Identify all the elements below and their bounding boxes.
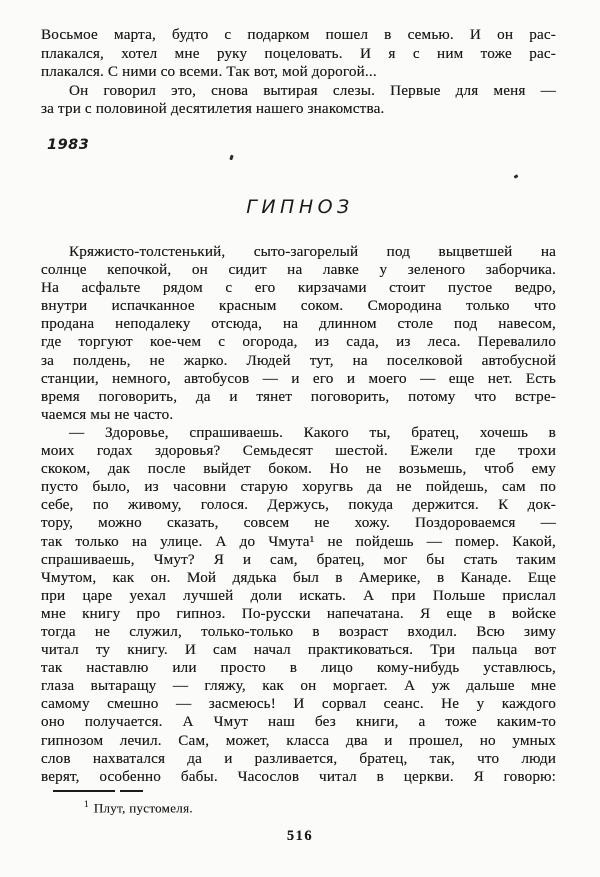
text-line: где торгуют кое-чем с огорода, из сада, из леса. Перевалило — [41, 333, 556, 351]
text-line: тору, можно сказать, совсем не хожу. Поздороваемся — — [41, 514, 556, 532]
text-line: спрашиваешь, Чмут? Я и сам, братец, мог бы стать таким — [41, 550, 556, 568]
footnote-divider — [53, 790, 143, 792]
text-line: На асфальте рядом с его кирзачами стоит пустое ведро, — [41, 279, 556, 297]
text-line: гипнозом лечил. Сам, может, класса два и прошел, но умных — [41, 731, 556, 749]
text-line: плакался. С ними со всеми. Так вот, мой дорогой... — [41, 63, 377, 80]
text-line: — Здоровье, спрашиваешь. Какого ты, братец, хочешь в — [69, 423, 556, 441]
text-line: Кряжисто-толстенький, сыто-загорелый под выцветшей на — [69, 243, 556, 260]
scan-speck — [229, 155, 233, 161]
text-line: солнце кепочкой, он сидит на лавке у зеленого заборчика. — [41, 261, 556, 279]
page-number: 516 — [286, 828, 314, 844]
text-line: плакался, хотел мне руку поцеловать. И я с ним тоже рас- — [41, 44, 556, 62]
text-line: внутри испачканное красным соком. Смородина только что — [41, 297, 556, 315]
text-line: за три с половиной десятилетия нашего знакомства. — [41, 100, 385, 117]
story-text-block — [41, 243, 556, 786]
footnote-divider-segment — [120, 790, 143, 792]
text-line: читал ту книгу. И сам начал практиковаться. Три пальца вот — [41, 641, 556, 659]
year-label: 1983 — [47, 137, 90, 153]
text-line: так наставлю или просто в лицо кому-нибудь уставлюсь, — [41, 659, 556, 677]
scan-speck — [514, 174, 519, 179]
footnote-text: Плут, пустомеля. — [93, 800, 193, 816]
text-line: самому смешно — засмеюсь! И сорвал сеанс. Не у каждого — [41, 695, 556, 713]
text-line: при царе уехал лучшей доли искать. А при Польше прислал — [41, 586, 556, 604]
text-line: продана неподалеку отсюда, на длинном столе под навесом, — [41, 315, 556, 333]
text-line: станции, немного, автобусов — и его и моего — еще нет. Есть — [41, 369, 556, 387]
text-line: тогда не служил, только-только в возраст входил. Всю зиму — [41, 622, 556, 640]
text-line: за полдень, не жарко. Людей тут, на поселковой автобусной — [41, 351, 556, 369]
text-line: оно получается. А Чмут наш без книги, а тоже каким-то — [41, 713, 556, 731]
text-line: пусто было, из часовни старую хоругвь да не пойдешь, сам по — [41, 478, 556, 496]
text-line: скоком, дак после выйдет боком. Но не возьмешь, чтоб ему — [41, 460, 556, 478]
footnote-marker: 1 — [84, 799, 89, 809]
text-line: Восьмое марта, будто с подарком пошел в семью. И он рас- — [41, 26, 556, 43]
text-line: мне книгу про гипноз. По-русски напечатана. Я еще в войске — [41, 604, 556, 622]
text-line: Он говорил это, снова вытирая слезы. Первые для меня — — [69, 81, 556, 99]
story-title: ГИПНОЗ — [246, 196, 354, 218]
text-line: себе, по живому, голося. Держусь, покуда держится. К док- — [41, 496, 556, 514]
text-line: Чмутом, как он. Мой дядька был в Америке, в Канаде. Еще — [41, 568, 556, 586]
footnote-divider-segment — [53, 790, 115, 792]
text-line: глаза вытаращу — гляжу, как он моргает. А уж дальше мне — [41, 677, 556, 695]
footnote — [84, 799, 193, 816]
text-line: слов нахватался да и разливается, братец, так, что люди — [41, 749, 556, 767]
text-line: моих годах здоровья? Семьдесят шестой. Ежели где трохи — [41, 442, 556, 460]
text-line: верят, особенно бабы. Часослов читал в церкви. Я говорю: — [41, 767, 556, 785]
text-line: чаемся мы не часто. — [41, 405, 174, 423]
top-text-block — [41, 26, 556, 119]
text-line: время поговорить, да и тянет поговорить, потому что встре- — [41, 387, 556, 405]
text-line: так только на улице. А до Чмута¹ не пойдешь — помер. Какой, — [41, 532, 556, 550]
